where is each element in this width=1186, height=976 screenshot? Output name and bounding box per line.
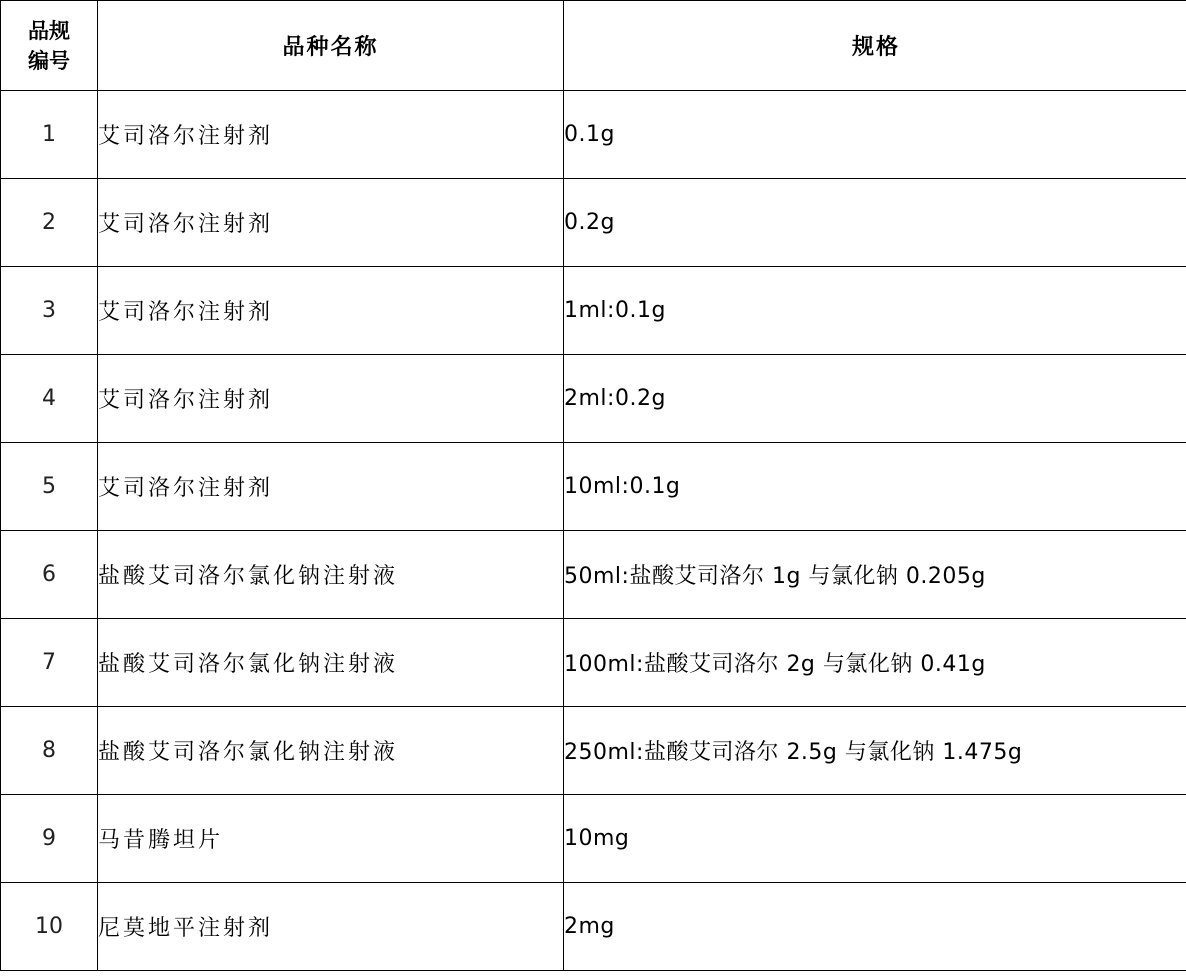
row-number: 2: [1, 179, 98, 267]
header-spec-number-line2: 编号: [28, 48, 70, 73]
table-row: [1, 795, 1186, 883]
table-row: [1, 619, 1186, 707]
row-product-name: 盐酸艾司洛尔氯化钠注射液: [98, 619, 564, 707]
row-number: 9: [1, 795, 98, 883]
row-specification: 100ml:盐酸艾司洛尔 2g 与氯化钠 0.41g: [564, 619, 1186, 707]
table-row: [1, 443, 1186, 531]
row-product-name: 艾司洛尔注射剂: [98, 443, 564, 531]
row-number: 6: [1, 531, 98, 619]
row-product-name: 盐酸艾司洛尔氯化钠注射液: [98, 707, 564, 795]
row-number: 10: [1, 883, 98, 971]
table-row: [1, 267, 1186, 355]
row-product-name: 马昔腾坦片: [98, 795, 564, 883]
row-product-name: 盐酸艾司洛尔氯化钠注射液: [98, 531, 564, 619]
header-product-name: 品种名称: [98, 1, 564, 91]
header-spec-number-line1: 品规: [28, 18, 70, 43]
row-specification: 2ml:0.2g: [564, 355, 1186, 443]
row-specification: 0.1g: [564, 91, 1186, 179]
row-product-name: 艾司洛尔注射剂: [98, 91, 564, 179]
table-row: [1, 91, 1186, 179]
row-product-name: 艾司洛尔注射剂: [98, 267, 564, 355]
row-number: 3: [1, 267, 98, 355]
table-row: [1, 179, 1186, 267]
table-row: [1, 707, 1186, 795]
row-product-name: 尼莫地平注射剂: [98, 883, 564, 971]
table-row: [1, 883, 1186, 971]
row-product-name: 艾司洛尔注射剂: [98, 179, 564, 267]
row-specification: 250ml:盐酸艾司洛尔 2.5g 与氯化钠 1.475g: [564, 707, 1186, 795]
row-number: 4: [1, 355, 98, 443]
header-specification: 规格: [564, 1, 1186, 91]
header-spec-number: [1, 1, 98, 91]
table-header-row: [1, 1, 1186, 91]
row-number: 1: [1, 91, 98, 179]
row-number: 5: [1, 443, 98, 531]
row-specification: 10ml:0.1g: [564, 443, 1186, 531]
row-number: 7: [1, 619, 98, 707]
row-specification: 2mg: [564, 883, 1186, 971]
row-specification: 1ml:0.1g: [564, 267, 1186, 355]
row-specification: 0.2g: [564, 179, 1186, 267]
row-number: 8: [1, 707, 98, 795]
row-specification: 10mg: [564, 795, 1186, 883]
table-row: [1, 355, 1186, 443]
row-product-name: 艾司洛尔注射剂: [98, 355, 564, 443]
table-row: [1, 531, 1186, 619]
row-specification: 50ml:盐酸艾司洛尔 1g 与氯化钠 0.205g: [564, 531, 1186, 619]
